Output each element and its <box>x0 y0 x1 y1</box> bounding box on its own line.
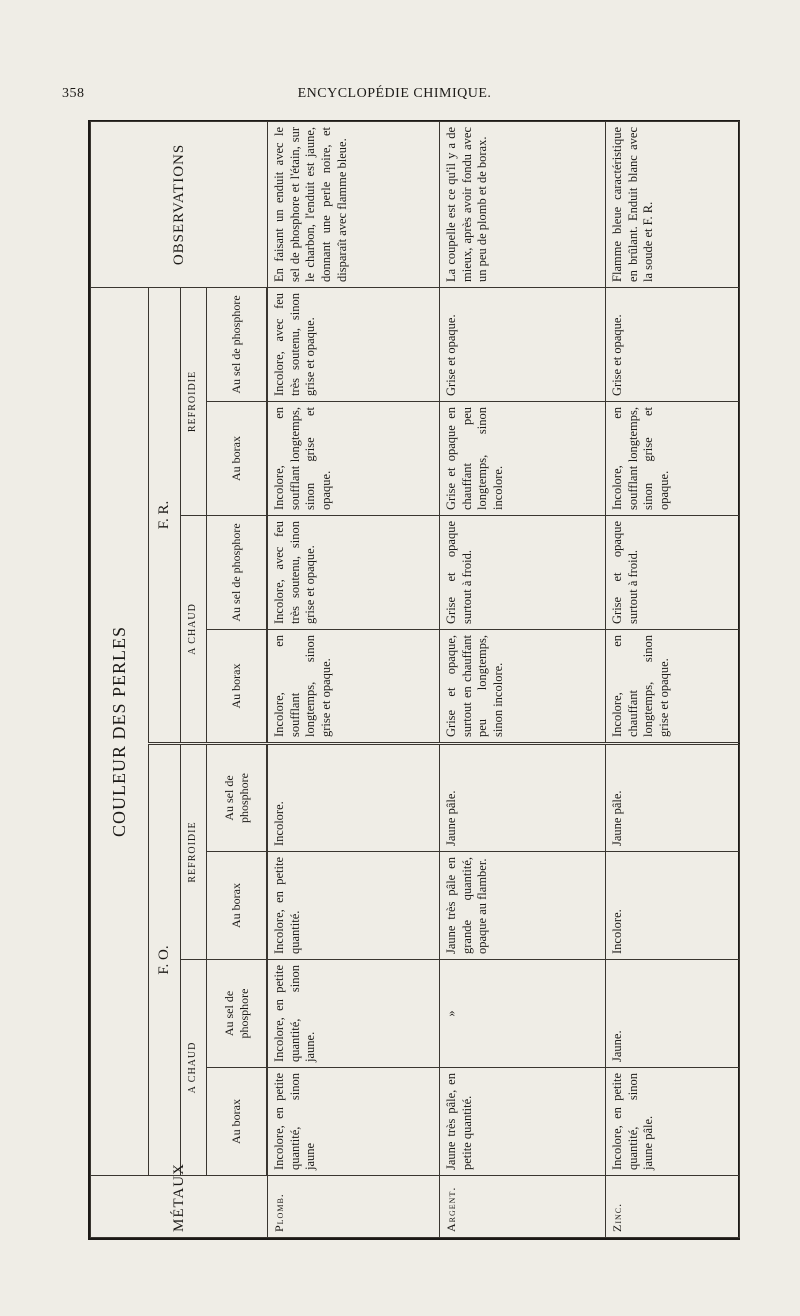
cell-fr-chaud-phosphore: Grise et opaque surtout à froid. <box>606 516 740 630</box>
reagent-header: Au borax <box>207 852 267 960</box>
cell-fo-chaud-borax: Incolore, en petite quantité, sinon jaune <box>268 1068 440 1176</box>
cell-fo-froid-borax: Jaune très pâle en grande quantité, opaque au flamber. <box>440 852 606 960</box>
cell-fo-chaud-phosphore: » <box>440 960 606 1068</box>
cell-fo-froid-phosphore: Jaune pâle. <box>440 744 606 852</box>
metal-name: Argent. <box>440 1176 606 1238</box>
reagent-header: Au sel de phosphore <box>207 287 267 401</box>
cell-fr-chaud-phosphore: Grise et opaque surtout à froid. <box>440 516 606 630</box>
table-frame <box>88 120 740 1240</box>
page-header <box>62 86 727 108</box>
cell-fr-froid-borax: Incolore, en soufflant longtemps, sinon grise et opaque. <box>268 402 440 516</box>
cell-fo-froid-phosphore: Jaune pâle. <box>606 744 740 852</box>
cell-fr-chaud-phosphore: Incolore, avec feu très soutenu, sinon grise et opaque. <box>268 516 440 630</box>
cell-fo-chaud-phosphore: Jaune. <box>606 960 740 1068</box>
metal-name: Zinc. <box>606 1176 740 1238</box>
cell-fo-chaud-borax: Jaune très pâle, en petite quantité. <box>440 1068 606 1176</box>
reagent-header: Au borax <box>207 1068 267 1176</box>
reagent-header: Au borax <box>207 402 267 516</box>
reagent-header: Au borax <box>207 630 267 744</box>
rotated-table-container <box>90 122 738 1238</box>
cell-fo-chaud-phosphore: Incolore, en petite quantité, sinon jaune. <box>268 960 440 1068</box>
cell-fr-froid-borax: Grise et opaque en chauffant peu longtemps, sinon incolore. <box>440 402 606 516</box>
pearl-color-table <box>90 121 740 1238</box>
cell-fr-froid-phosphore: Grise et opaque. <box>606 287 740 401</box>
cell-observations: La coupelle est ce qu'il y a de mieux, après avoir fondu avec un peu de plomb et de borax. <box>440 121 606 287</box>
page-number: 358 <box>62 86 85 101</box>
group-fo-header: F. O. <box>149 744 181 1176</box>
fo-refroidie-header: REFROIDIE <box>181 744 207 960</box>
metal-name: Plomb. <box>268 1176 440 1238</box>
cell-fr-froid-phosphore: Grise et opaque. <box>440 287 606 401</box>
fr-chaud-header: A CHAUD <box>181 516 207 744</box>
cell-fr-chaud-borax: Incolore, en soufflant longtemps, sinon grise et opaque. <box>268 630 440 744</box>
cell-fo-chaud-borax: Incolore, en petite quantité, sinon jaune pâle. <box>606 1068 740 1176</box>
cell-fr-froid-borax: Incolore, en soufflant longtemps, sinon grise et opaque. <box>606 402 740 516</box>
cell-fo-froid-phosphore: Incolore. <box>268 744 440 852</box>
couleur-des-perles-header: COULEUR DES PERLES <box>91 287 149 1175</box>
table-row <box>268 121 440 1237</box>
cell-fr-chaud-borax: Incolore, en chauffant longtemps, sinon grise et opaque. <box>606 630 740 744</box>
fo-chaud-header: A CHAUD <box>181 960 207 1176</box>
cell-observations: Flamme bleue caractéristique en brûlant. Enduit blanc avec la soude et F. R. <box>606 121 740 287</box>
group-fr-header: F. R. <box>149 287 181 743</box>
table-row <box>440 121 606 1237</box>
observations-header: OBSERVATIONS <box>91 121 268 287</box>
reagent-header: Au sel de phosphore <box>207 516 267 630</box>
table-row <box>606 121 740 1237</box>
metaux-header: MÉTAUX <box>91 1176 268 1238</box>
cell-fr-froid-phosphore: Incolore, avec feu très soutenu, sinon grise et opaque. <box>268 287 440 401</box>
fr-refroidie-header: REFROIDIE <box>181 287 207 515</box>
cell-observations: En faisant un enduit avec le sel de phosphore et l'étain, sur le charbon, l'enduit est jaune, donnant une perle noire, et disparaît avec flamme bleue. <box>268 121 440 287</box>
cell-fo-froid-borax: Incolore, en petite quantité. <box>268 852 440 960</box>
running-title: ENCYCLOPÉDIE CHIMIQUE. <box>297 86 492 101</box>
cell-fo-froid-borax: Incolore. <box>606 852 740 960</box>
reagent-header: Au sel de phosphore <box>207 744 267 852</box>
cell-fr-chaud-borax: Grise et opaque, surtout en chauffant peu longtemps, sinon incolore. <box>440 630 606 744</box>
reagent-header: Au sel de phosphore <box>207 960 267 1068</box>
